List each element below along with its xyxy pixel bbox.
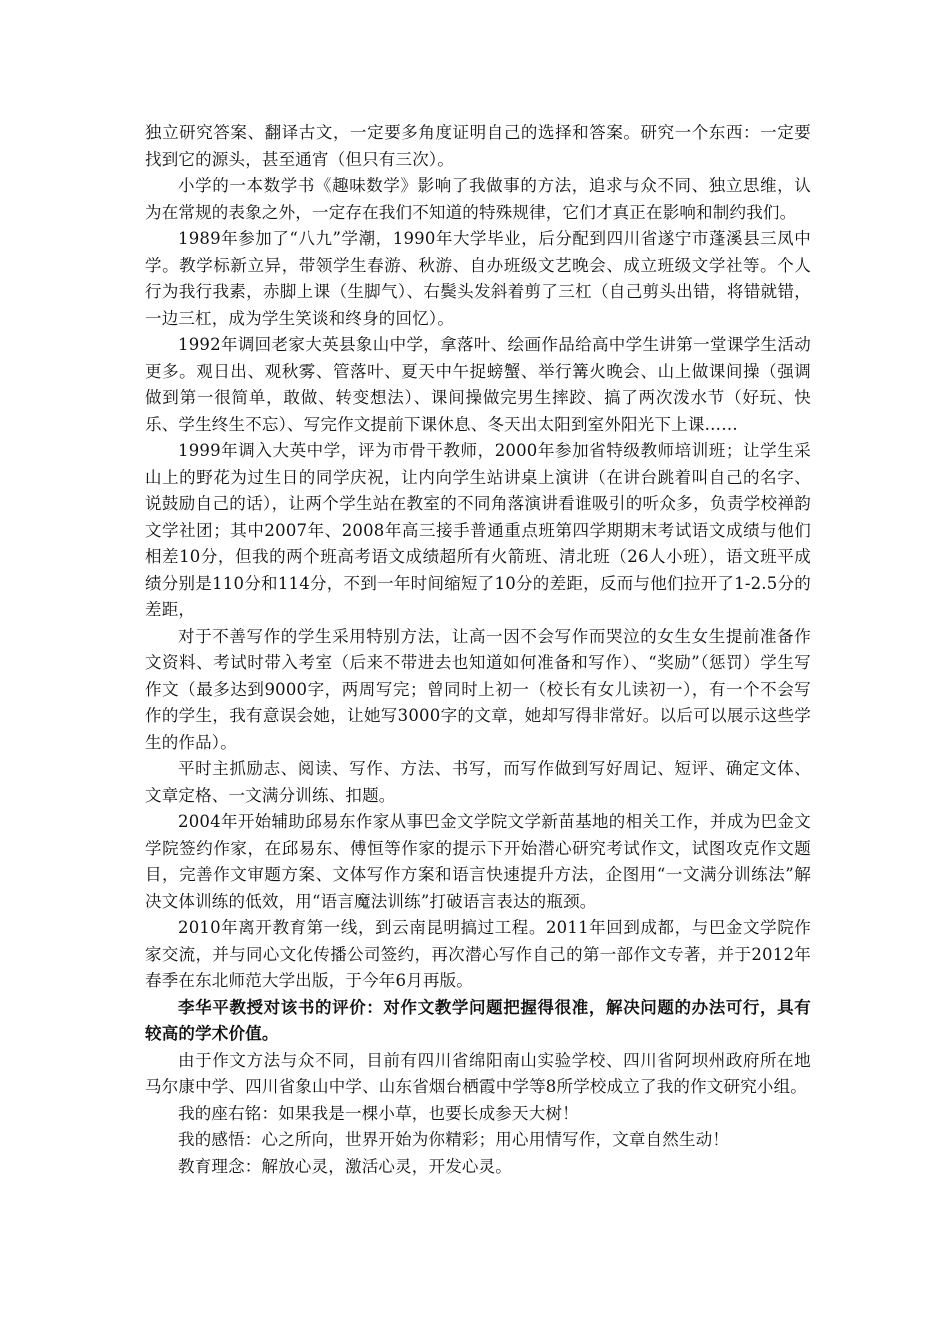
- paragraph-1992: 1992年调回老家大英县象山中学，拿落叶、绘画作品给高中学生讲第一堂课学生活动更多。观日出、观秋雾、管落叶、夏天中午捉螃蟹、举行篝火晚会、山上做课间操（强调做到第一很简单，敢做、转变想法）、课间操做完男生摔跤、搞了两次泼水节（好玩、快乐、学生终生不忘）、写完作文提前下课休息、冬天出太阳到室外阳光下上课……: [145, 335, 811, 434]
- document-body: [145, 120, 811, 1180]
- paragraph-professor-review: 李华平教授对该书的评价：对作文教学问题把握得很准，解决问题的办法可行，具有较高的学术价值。: [145, 997, 811, 1043]
- paragraph-writing-methods: 对于不善写作的学生采用特别方法，让高一因不会写作而哭泣的女生女生提前准备作文资料、考试时带入考室（后来不带进去也知道如何准备和写作）、“奖励”（惩罚）学生写作文（最多达到9000字，两周写完；曾同时上初一（校长有女儿读初一），有一个不会写作的学生，我有意误会她，让她写3000字的文章，她却写得非常好。以后可以展示这些学生的作品）。: [145, 626, 811, 752]
- paragraph-research-habits: 独立研究答案、翻译古文，一定要多角度证明自己的选择和答案。研究一个东西：一定要找到它的源头，甚至通宵（但只有三次）。: [145, 123, 811, 169]
- paragraph-1999: 1999年调入大英中学，评为市骨干教师，2000年参加省特级教师培训班；让学生采山上的野花为过生日的同学庆祝，让内向学生站讲桌上演讲（在讲台跳着叫自己的名字、说鼓励自己的话），让两个学生站在教室的不同角落演讲看谁吸引的听众多，负责学校禅韵文学社团；其中2007年、2008年高三接手普通重点班第四学期期末考试语文成绩与他们相差10分，但我的两个班高考语文成绩超所有火箭班、清北班（26人小班），语文班平成绩分别是110分和114分，不到一年时间缩短了10分的差距，反而与他们拉开了1-2.5分的差距，: [145, 441, 811, 619]
- paragraph-teaching-focus: 平时主抓励志、阅读、写作、方法、书写，而写作做到写好周记、短评、确定文体、文章定格、一文满分训练、扣题。: [145, 759, 811, 805]
- paragraph-2004: 2004年开始辅助邱易东作家从事巴金文学院文学新苗基地的相关工作，并成为巴金文学院签约作家，在邱易东、傅恒等作家的提示下开始潜心研究考试作文，试图攻克作文题目，完善作文审题方案、文体写作方案和语言快速提升方法，企图用“一文满分训练法”解决文体训练的低效，用“语言魔法训练”打破语言表达的瓶颈。: [145, 812, 811, 911]
- paragraph-motto: 我的座右铭：如果我是一棵小草，也要长成参天大树！: [178, 1103, 579, 1123]
- paragraph-2010: 2010年离开教育第一线，到云南昆明搞过工程。2011年回到成都，与巴金文学院作家交流，并与同心文化传播公司签约，再次潜心写作自己的第一部作文专著，并于2012年春季在东北师范大学出版，于今年6月再版。: [145, 918, 811, 990]
- paragraph-insight: 我的感悟：心之所向，世界开始为你精彩；用心用情写作，文章自然生动！: [178, 1130, 730, 1149]
- paragraph-research-groups: 由于作文方法与众不同，目前有四川省绵阳南山实验学校、四川省阿坝州政府所在地马尔康中学、四川省象山中学、山东省烟台栖霞中学等8所学校成立了我的作文研究小组。: [145, 1050, 811, 1096]
- paragraph-math-book: 小学的一本数学书《趣味数学》影响了我做事的方法，追求与众不同、独立思维，认为在常规的表象之外，一定存在我们不知道的特殊规律，它们才真正在影响和制约我们。: [145, 176, 811, 222]
- paragraph-1989: 1989年参加了“八九”学潮，1990年大学毕业，后分配到四川省遂宁市蓬溪县三凤中学。教学标新立异，带领学生春游、秋游、自办班级文艺晚会、成立班级文学社等。个人行为我行我素，赤脚上课（生脚气）、右鬓头发斜着剪了三杠（自己剪头出错，将错就错，一边三杠，成为学生笑谈和终身的回忆）。: [145, 229, 811, 328]
- paragraph-philosophy: 教育理念：解放心灵，激活心灵，开发心灵。: [178, 1156, 512, 1176]
